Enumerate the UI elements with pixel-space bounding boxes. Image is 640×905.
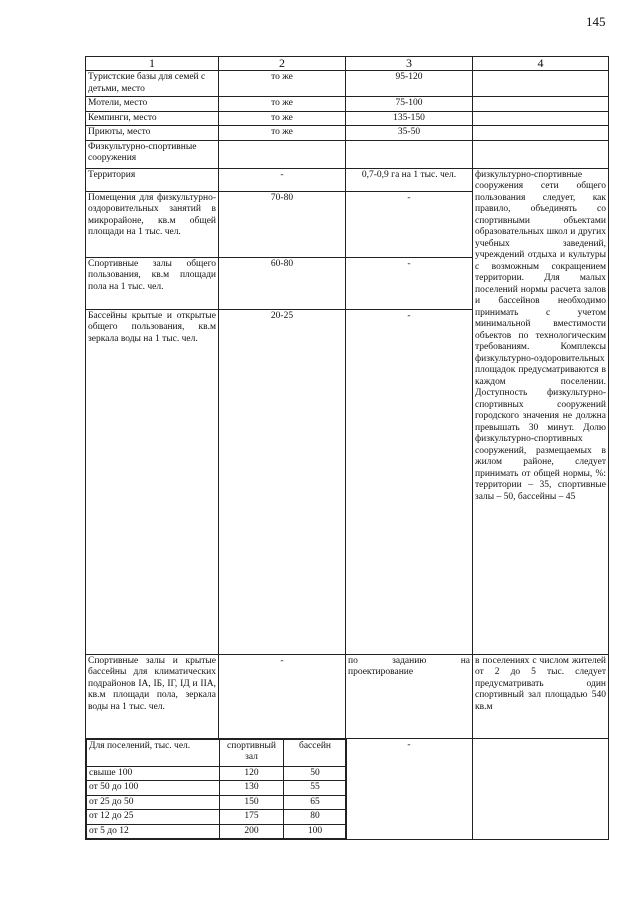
cell: от 12 до 25 — [87, 810, 220, 825]
cell: 65 — [284, 795, 347, 810]
header-cell: 1 — [86, 57, 219, 71]
cell — [473, 140, 609, 168]
table-row — [86, 126, 609, 141]
cell: - — [346, 191, 473, 257]
header-cell: 3 — [346, 57, 473, 71]
cell: по заданию на проектирование — [346, 654, 473, 738]
cell: то же — [219, 111, 346, 126]
cell — [219, 140, 346, 168]
cell — [346, 140, 473, 168]
cell: 60-80 — [219, 257, 346, 309]
table-row — [86, 140, 609, 168]
page-number: 145 — [586, 14, 606, 29]
note-cell: физкультурно-спортивные сооружения сети общего пользования следует, как правило, объединять со спортивными объектами образовательных школ и других учебных заведений, учреждений отдыха и культуры с возможным сокращением территории. Для малых поселений нормы расчета залов и бассейнов необходимо принимать с учетом минимальной вместимости объектов по технологическим требованиям. Комплексы физкультурно-оздоровительных площадок предусматриваются в каждом поселении. Доступность физкультурно-спортивных сооружений городского значения не должна превышать 30 минут. Долю физкультурно-спортивных сооружений, размещаемых в жилом районе, следует принимать от общей нормы, %: территории – 35, спортивные залы – 50, бассейны – 45 — [473, 168, 609, 654]
cell: 75-100 — [346, 97, 473, 112]
cell: от 25 до 50 — [87, 795, 220, 810]
cell: от 50 до 100 — [87, 781, 220, 796]
cell: Помещения для физкультурно-оздоровительных занятий в микрорайоне, кв.м общей площади на 1 тыс. чел. — [86, 191, 219, 257]
cell: 175 — [220, 810, 284, 825]
cell: Кемпинги, место — [86, 111, 219, 126]
cell: Туристские базы для семей с детьми, место — [86, 71, 219, 97]
cell: 100 — [284, 824, 347, 839]
subtable-row — [87, 766, 347, 781]
cell: Бассейны крытые и открытые общего пользования, кв.м зеркала воды на 1 тыс. чел. — [86, 309, 219, 654]
cell: 135-150 — [346, 111, 473, 126]
table-row — [86, 738, 609, 840]
cell: - — [219, 168, 346, 191]
section-heading: Физкультурно-спортивные сооружения — [86, 140, 219, 168]
cell: от 5 до 12 — [87, 824, 220, 839]
cell: 120 — [220, 766, 284, 781]
table-header-row — [86, 57, 609, 71]
cell: 55 — [284, 781, 347, 796]
subtable-header-hall: спортивный зал — [220, 739, 284, 766]
subtable-header-pool: бассейн — [284, 739, 347, 766]
cell: 50 — [284, 766, 347, 781]
cell: 20-25 — [219, 309, 346, 654]
subtable-row — [87, 810, 347, 825]
cell: Приюты, место — [86, 126, 219, 141]
cell — [473, 738, 609, 840]
cell: Спортивные залы и крытые бассейны для климатических подрайонов IA, IБ, IГ, IД и IIА, кв.м площади пола, зеркала воды на 1 тыс. чел. — [86, 654, 219, 738]
norms-table — [85, 56, 609, 840]
cell: свыше 100 — [87, 766, 220, 781]
cell: Спортивные залы общего пользования, кв.м площади пола на 1 тыс. чел. — [86, 257, 219, 309]
cell — [473, 97, 609, 112]
cell: - — [219, 654, 346, 738]
subtable-row — [87, 795, 347, 810]
cell — [473, 126, 609, 141]
table-row — [86, 168, 609, 191]
cell: 70-80 — [219, 191, 346, 257]
table-row — [86, 71, 609, 97]
cell: 200 — [220, 824, 284, 839]
cell — [473, 111, 609, 126]
subtable-header-row — [87, 739, 347, 766]
settlement-subtable — [86, 739, 347, 840]
table-row — [86, 97, 609, 112]
cell: 95-120 — [346, 71, 473, 97]
header-cell: 4 — [473, 57, 609, 71]
cell: 35-50 — [346, 126, 473, 141]
cell: то же — [219, 71, 346, 97]
header-cell: 2 — [219, 57, 346, 71]
cell: в поселениях с числом жителей от 2 до 5 тыс. следует предусматривать один спортивный зал площадью 540 кв.м — [473, 654, 609, 738]
table-row — [86, 111, 609, 126]
cell: Территория — [86, 168, 219, 191]
subtable-row — [87, 824, 347, 839]
subtable-header-label: Для поселений, тыс. чел. — [87, 739, 220, 766]
cell: 130 — [220, 781, 284, 796]
table-row — [86, 654, 609, 738]
cell: 150 — [220, 795, 284, 810]
cell: то же — [219, 97, 346, 112]
cell: Мотели, место — [86, 97, 219, 112]
cell: 80 — [284, 810, 347, 825]
subtable-row — [87, 781, 347, 796]
settlement-subtable-cell — [86, 738, 346, 840]
cell — [473, 71, 609, 97]
cell: - — [346, 309, 473, 654]
cell: 0,7-0,9 га на 1 тыс. чел. — [346, 168, 473, 191]
cell: - — [346, 257, 473, 309]
cell: то же — [219, 126, 346, 141]
cell: - — [346, 738, 473, 840]
